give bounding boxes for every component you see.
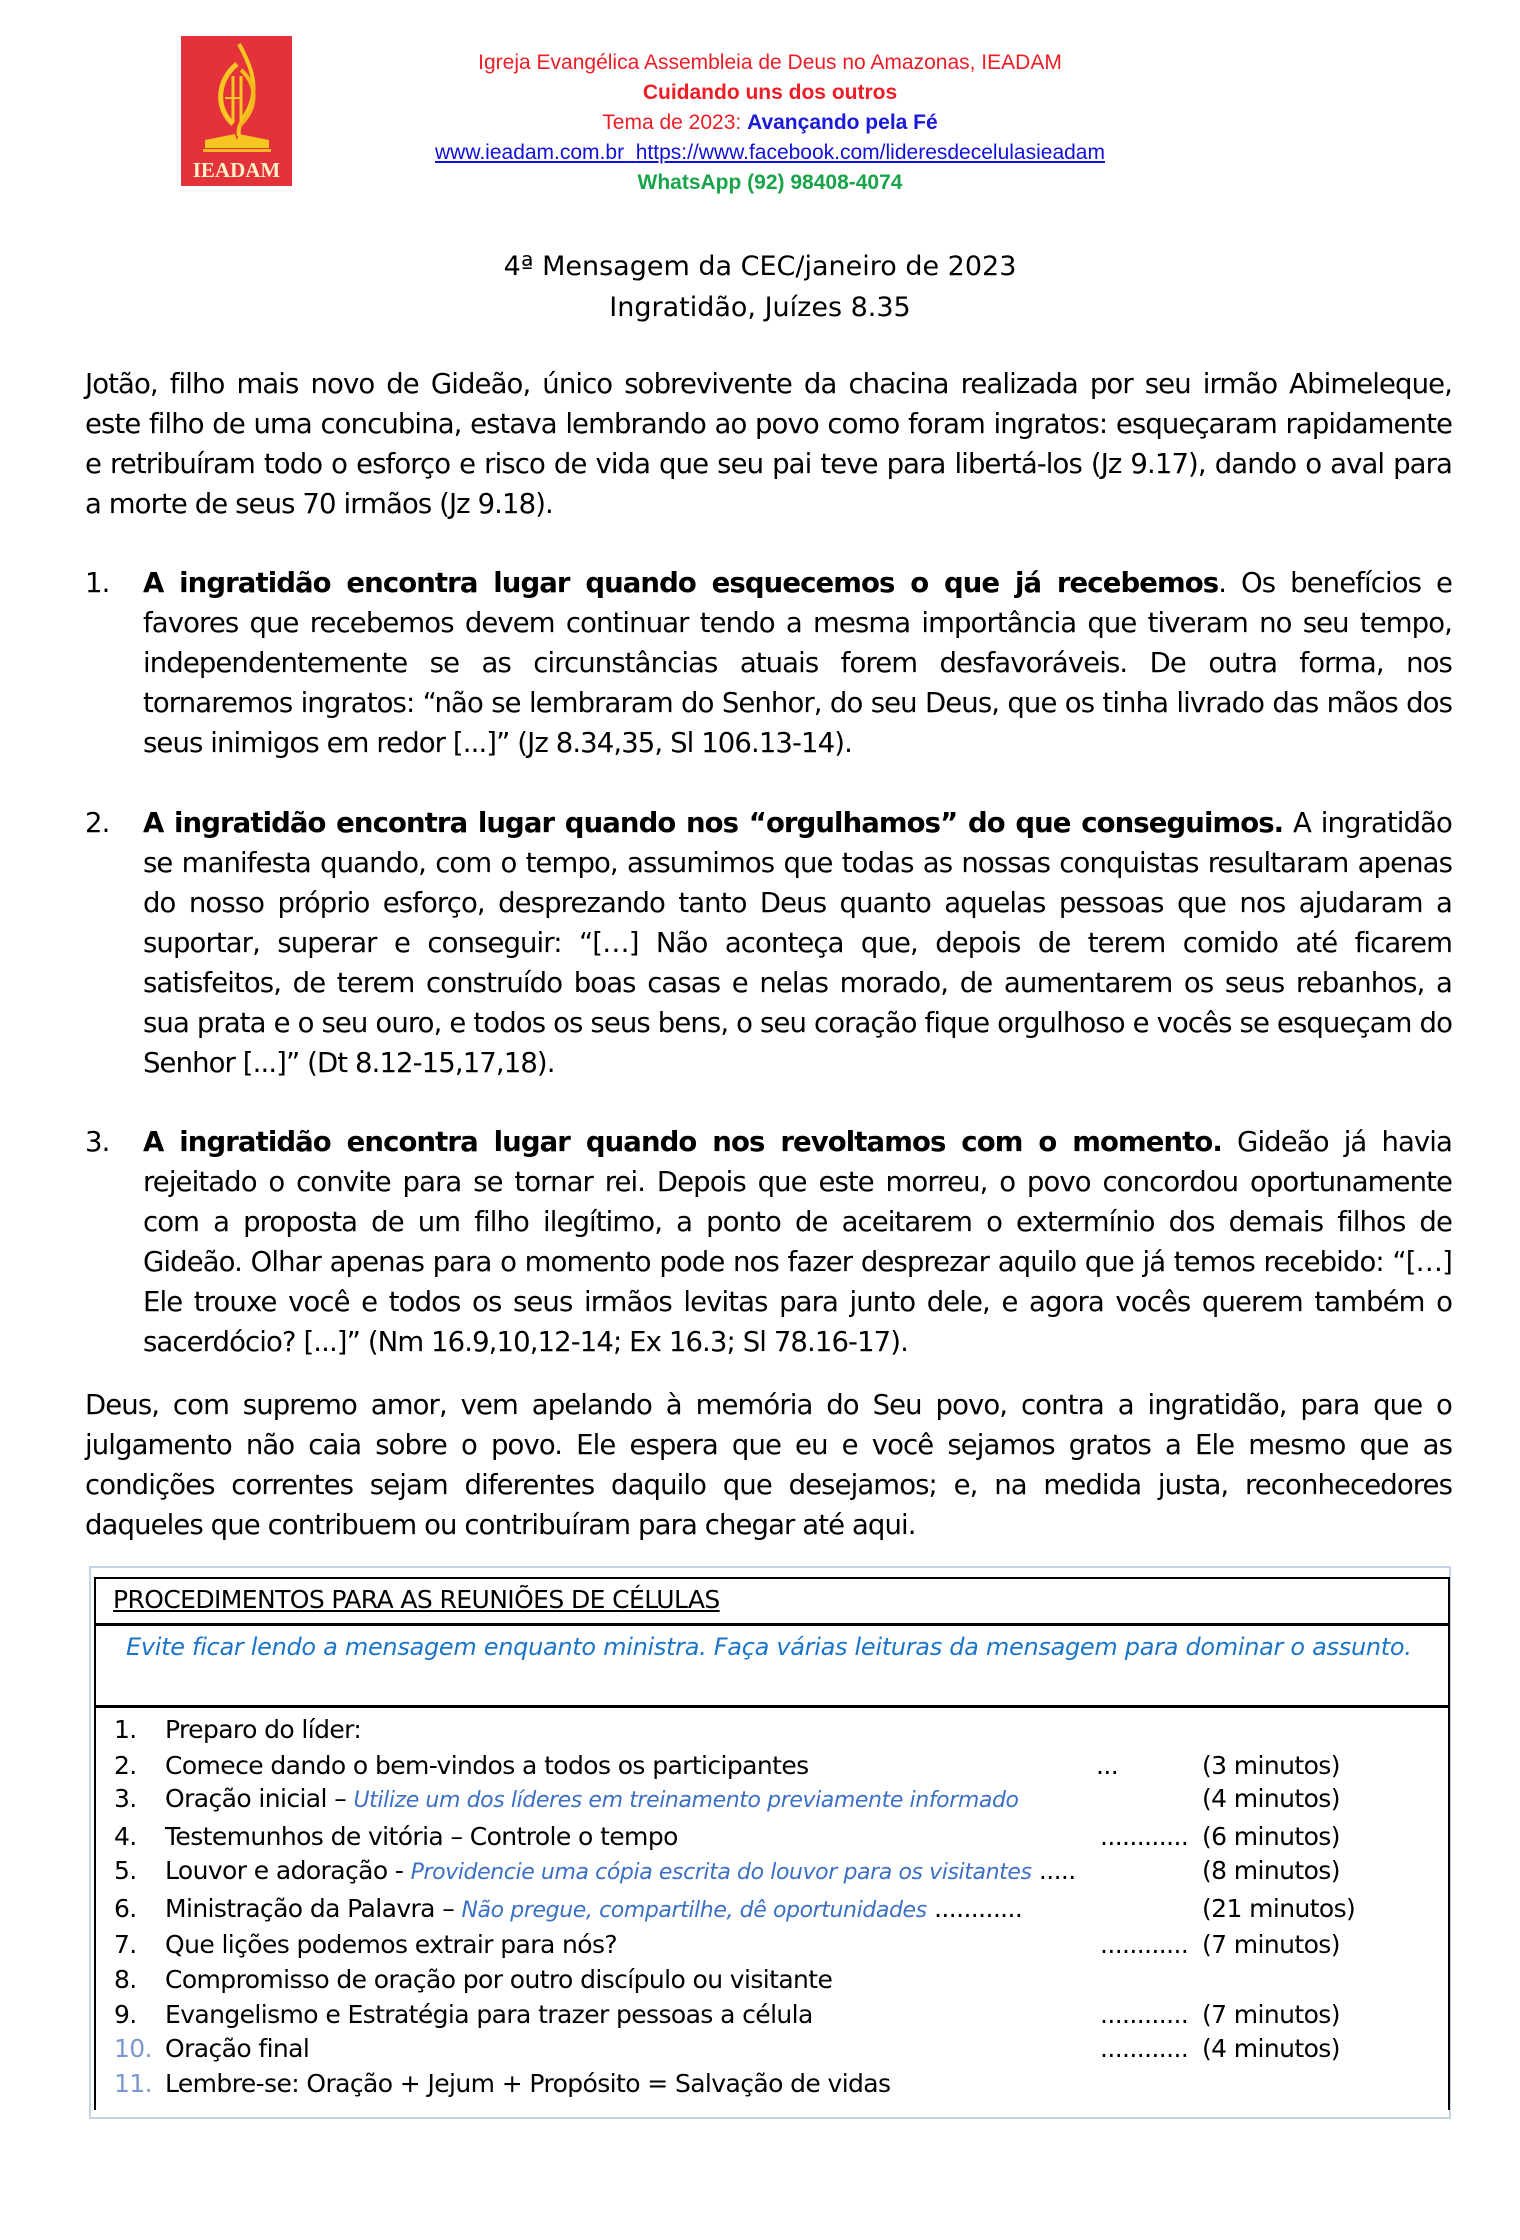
- theme-prefix: Tema de 2023:: [602, 111, 748, 134]
- church-name: Igreja Evangélica Assembleia de Deus no Amazonas, IEADAM: [478, 51, 1062, 74]
- procedure-item: [96, 1891, 1448, 1927]
- procedure-text: Testemunhos de vitória – Controle o tempo: [165, 1822, 678, 1851]
- procedure-item: [96, 1997, 1448, 2033]
- procedure-item: [96, 2066, 1448, 2102]
- procedure-number: 2.: [114, 1751, 137, 1780]
- procedure-text: Comece dando o bem-vindos a todos os participantes: [165, 1751, 809, 1780]
- procedure-dots: ...: [1096, 1751, 1119, 1780]
- procedures-header: [96, 1579, 1448, 1626]
- procedure-number: 8.: [114, 1965, 137, 1994]
- procedure-dots: ............: [1100, 2034, 1189, 2063]
- procedure-text: Louvor e adoração -: [165, 1856, 411, 1885]
- procedure-item: [96, 1819, 1448, 1855]
- procedure-number: 9.: [114, 2000, 137, 2029]
- conclusion-paragraph: Deus, com supremo amor, vem apelando à memória do Seu povo, contra a ingratidão, para que o julgamento não caia sobre o povo. Ele espera que eu e você sejamos gratos a Ele mesmo que as condições correntes sejam diferentes daquilo que desejamos; e, na medida justa, reconhecedores daqueles que contribuem ou contribuíram para chegar até aqui.: [85, 1389, 1452, 1541]
- procedure-number: 4.: [114, 1822, 137, 1851]
- procedure-hint: Providencie uma cópia escrita do louvor para os visitantes: [410, 1860, 1032, 1885]
- logo-label: IEADAM: [192, 158, 281, 182]
- procedure-text: Ministração da Palavra –: [165, 1894, 462, 1923]
- procedure-duration: (4 minutos): [1202, 1784, 1340, 1813]
- message-title-line2: Ingratidão, Juízes 8.35: [609, 292, 911, 323]
- procedure-dots: ............: [1100, 2000, 1189, 2029]
- procedure-item: [96, 2031, 1448, 2067]
- point-2: [85, 803, 1452, 1083]
- procedure-item: [96, 1962, 1448, 1998]
- procedure-number: 3.: [114, 1784, 137, 1813]
- point-text: A ingratidão se manifesta quando, com o tempo, assumimos que todas as nossas conquistas resultaram apenas do nosso próprio esforço, desprezando tanto Deus quanto aquelas pessoas que nos ajudaram a suportar, superar e conseguir: “[…] Não aconteça que, depois de terem comido até ficarem satisfeitos, de terem construído boas casas e nelas morado, de aumentarem os seus rebanhos, a sua prata e o seu ouro, e todos os seus bens, o seu coração fique orgulhoso e vocês se esqueçam do Senhor [...]” (Dt 8.12-15,17,18).: [143, 807, 1452, 1079]
- intro-paragraph: Jotão, filho mais novo de Gideão, único sobrevivente da chacina realizada por seu irmão Abimeleque, este filho de uma concubina, estava lembrando ao povo como foram ingratos: esqueçaram rapidamente e retribuíram todo o esforço e risco de vida que seu pai teve para libertá-los (Jz 9.17), dando o aval para a morte de seus 70 irmãos (Jz 9.18).: [85, 368, 1452, 520]
- procedure-duration: (7 minutos): [1202, 2000, 1340, 2029]
- procedures-note-cell: [96, 1626, 1448, 1708]
- procedure-item: [96, 1748, 1448, 1784]
- theme-line: [380, 108, 1160, 138]
- point-text: . Os benefícios e favores que recebemos devem continuar tendo a mesma importância que tiveram no seu tempo, independentemente se as circunstâncias atuais forem desfavoráveis. De outra forma, nos tornaremos ingratos: “não se lembraram do Senhor, do seu Deus, que os tinha livrado das mãos dos seus inimigos em redor [...]” (Jz 8.34,35, Sl 106.13-14).: [143, 567, 1452, 759]
- point-number: 1.: [85, 567, 110, 599]
- procedure-dots: .....: [1031, 1856, 1076, 1885]
- procedure-number: 7.: [114, 1930, 137, 1959]
- theme-value: Avançando pela Fé: [747, 111, 938, 134]
- procedure-number: 6.: [114, 1894, 137, 1923]
- links-line: [380, 138, 1160, 168]
- procedure-duration: (21 minutos): [1202, 1894, 1356, 1923]
- procedures-table: [94, 1577, 1450, 2110]
- procedure-hint: Não pregue, compartilhe, dê oportunidades: [461, 1898, 927, 1923]
- point-number: 2.: [85, 807, 110, 839]
- facebook-link[interactable]: https://www.facebook.com/lideresdecelulasieadam: [635, 141, 1105, 164]
- message-title: [0, 246, 1520, 328]
- point-heading: A ingratidão encontra lugar quando esquecemos o que já recebemos: [143, 567, 1219, 599]
- procedure-number: 10.: [114, 2034, 152, 2063]
- procedure-dots: ............: [1100, 1930, 1189, 1959]
- procedure-item: [96, 1927, 1448, 1963]
- procedure-duration: (4 minutos): [1202, 2034, 1340, 2063]
- procedure-item: [96, 1853, 1448, 1889]
- procedure-text: Lembre-se: Oração + Jejum + Propósito = Salvação de vidas: [165, 2069, 891, 2098]
- procedure-duration: (7 minutos): [1202, 1930, 1340, 1959]
- procedure-text: Compromisso de oração por outro discípulo ou visitante: [165, 1965, 833, 1994]
- point-number: 3.: [85, 1126, 110, 1158]
- church-header: [380, 48, 1160, 198]
- website-link[interactable]: www.ieadam.com.br: [435, 141, 625, 164]
- point-heading: A ingratidão encontra lugar quando nos “orgulhamos” do que conseguimos.: [143, 807, 1284, 839]
- message-title-line1: 4ª Mensagem da CEC/janeiro de 2023: [503, 251, 1017, 282]
- point-1: [85, 563, 1452, 763]
- procedure-duration: (8 minutos): [1202, 1856, 1340, 1885]
- procedure-number: 11.: [114, 2069, 152, 2098]
- procedure-text: Oração final: [165, 2034, 310, 2063]
- procedures-note: Evite ficar lendo a mensagem enquanto ministra. Faça várias leituras da mensagem para dominar o assunto.: [126, 1633, 1412, 1661]
- procedure-hint: Utilize um dos líderes em treinamento previamente informado: [353, 1788, 1019, 1813]
- procedure-text: Preparo do líder:: [165, 1715, 362, 1744]
- procedure-text: Que lições podemos extrair para nós?: [165, 1930, 618, 1959]
- procedure-text: Evangelismo e Estratégia para trazer pessoas a célula: [165, 2000, 813, 2029]
- procedure-duration: (3 minutos): [1202, 1751, 1340, 1780]
- whatsapp-contact: WhatsApp (92) 98408-4074: [637, 171, 903, 194]
- procedure-text: Oração inicial –: [165, 1784, 354, 1813]
- procedure-number: 5.: [114, 1856, 137, 1885]
- point-heading: A ingratidão encontra lugar quando nos revoltamos com o momento.: [143, 1126, 1222, 1158]
- procedures-title: PROCEDIMENTOS PARA AS REUNIÕES DE CÉLULAS: [113, 1585, 720, 1614]
- procedure-item: [96, 1712, 1448, 1748]
- motto: Cuidando uns dos outros: [642, 81, 898, 104]
- point-3: [85, 1122, 1452, 1362]
- flame-bible-icon: [181, 36, 292, 158]
- procedure-item: [96, 1781, 1448, 1817]
- procedure-dots: ............: [926, 1894, 1023, 1923]
- point-text: Gideão já havia rejeitado o convite para se tornar rei. Depois que este morreu, o povo concordou oportunamente com a proposta de um filho ilegítimo, a ponto de aceitarem o extermínio dos demais filhos de Gideão. Olhar apenas para o momento pode nos fazer desprezar aquilo que já temos recebido: “[…] Ele trouxe você e todos os seus irmãos levitas para junto dele, e agora vocês querem também o sacerdócio? [...]” (Nm 16.9,10,12-14; Ex 16.3; Sl 78.16-17).: [143, 1126, 1452, 1358]
- procedure-duration: (6 minutos): [1202, 1822, 1340, 1851]
- procedure-dots: ............: [1100, 1822, 1189, 1851]
- ieadam-logo: [181, 36, 292, 186]
- procedure-number: 1.: [114, 1715, 137, 1744]
